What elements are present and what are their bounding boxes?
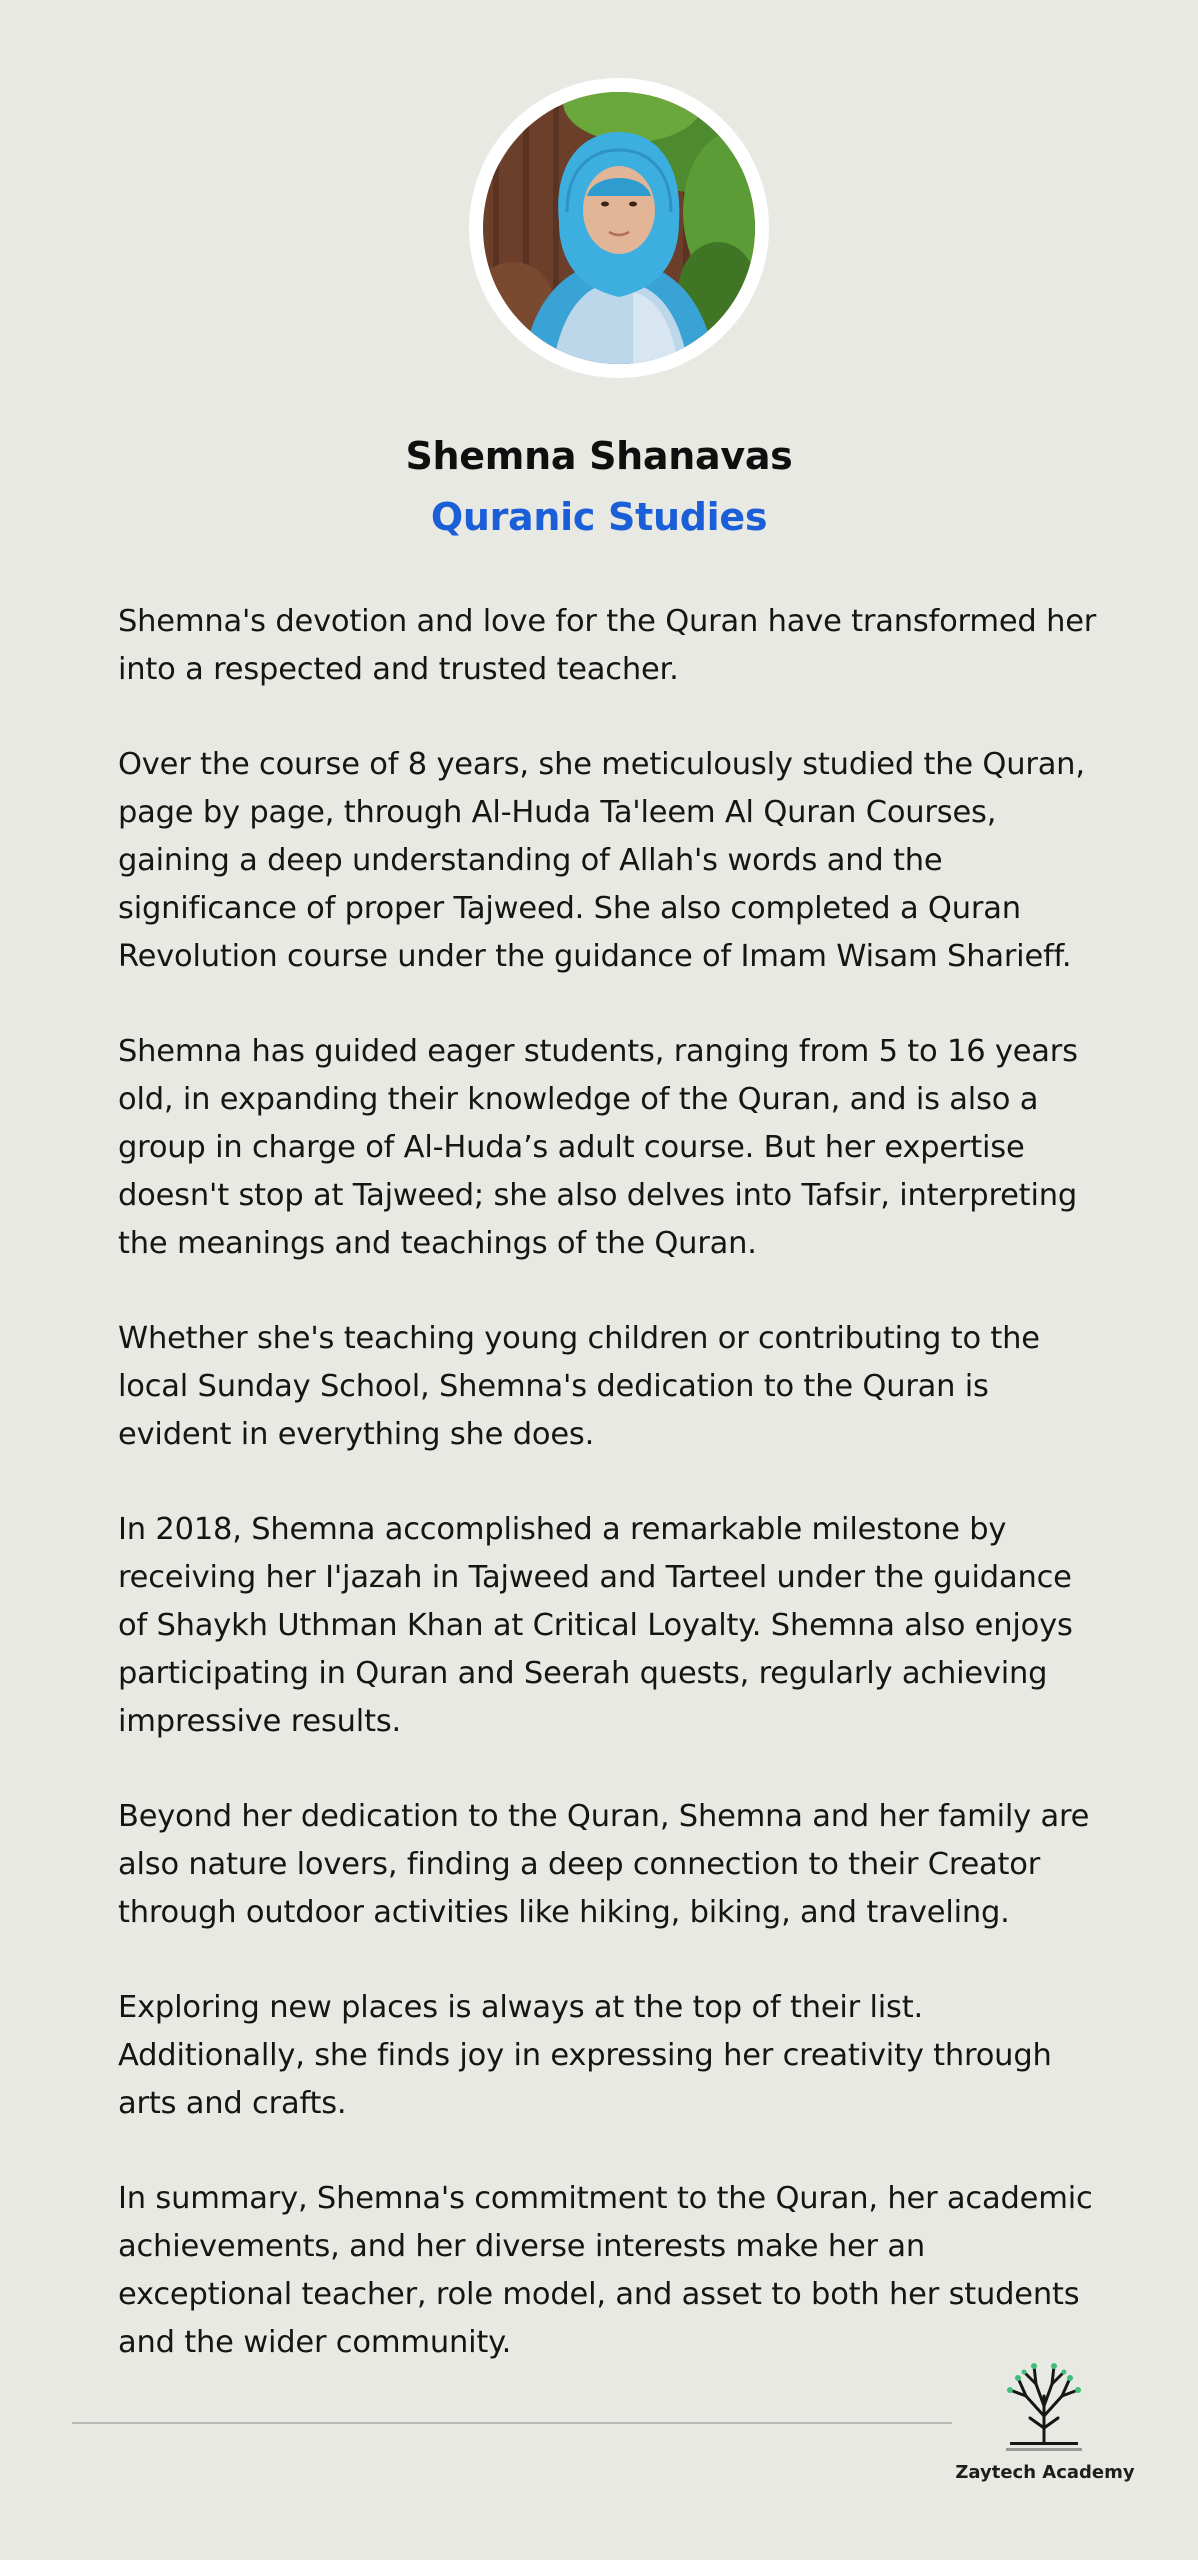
- brand-name: Zaytech Academy: [955, 2462, 1135, 2483]
- footer-divider: [72, 2422, 952, 2424]
- avatar: [483, 92, 755, 364]
- bio-paragraph: In summary, Shemna's commitment to the Quran, her academic achievements, and her diverse interests make her an exceptional teacher, role model, and asset to both her students and the wider community.: [118, 2181, 1093, 2360]
- bio-paragraph: Exploring new places is always at the top of their list. Additionally, she finds joy in expressing her creativity through arts and crafts.: [118, 1990, 1052, 2121]
- tree-logo-icon: [996, 2356, 1092, 2452]
- avatar-frame: [469, 78, 769, 378]
- person-name: Shemna Shanavas: [405, 434, 793, 478]
- bio-paragraph: Shemna's devotion and love for the Quran have transformed her into a respected and trusted teacher.: [118, 604, 1097, 687]
- bio-paragraph: In 2018, Shemna accomplished a remarkable milestone by receiving her I'jazah in Tajweed and Tarteel under the guidance of Shaykh Uthman Khan at Critical Loyalty. Shemna also enjoys participating in Quran and Seerah quests, regularly achieving impressive results.: [118, 1512, 1073, 1739]
- profile-photo-icon: [483, 92, 755, 364]
- bio-paragraph: Beyond her dedication to the Quran, Shemna and her family are also nature lovers, finding a deep connection to their Creator through outdoor activities like hiking, biking, and traveling.: [118, 1799, 1090, 1930]
- bio-paragraph: Shemna has guided eager students, ranging from 5 to 16 years old, in expanding their knowledge of the Quran, and is also a group in charge of Al-Huda’s adult course. But her expertise doesn't stop at Tajweed; she also delves into Tafsir, interpreting the meanings and teachings of the Quran.: [118, 1034, 1078, 1261]
- bio-paragraph: Whether she's teaching young children or contributing to the local Sunday School, Shemna's dedication to the Quran is evident in everything she does.: [118, 1321, 1040, 1452]
- subject-title: Quranic Studies: [430, 495, 768, 539]
- bio-section: [118, 598, 1108, 2414]
- bio-paragraph: Over the course of 8 years, she meticulously studied the Quran, page by page, through Al-Huda Ta'leem Al Quran Courses, gaining a deep understanding of Allah's words and the significance of proper Tajweed. She also completed a Quran Revolution course under the guidance of Imam Wisam Sharieff.: [118, 747, 1085, 974]
